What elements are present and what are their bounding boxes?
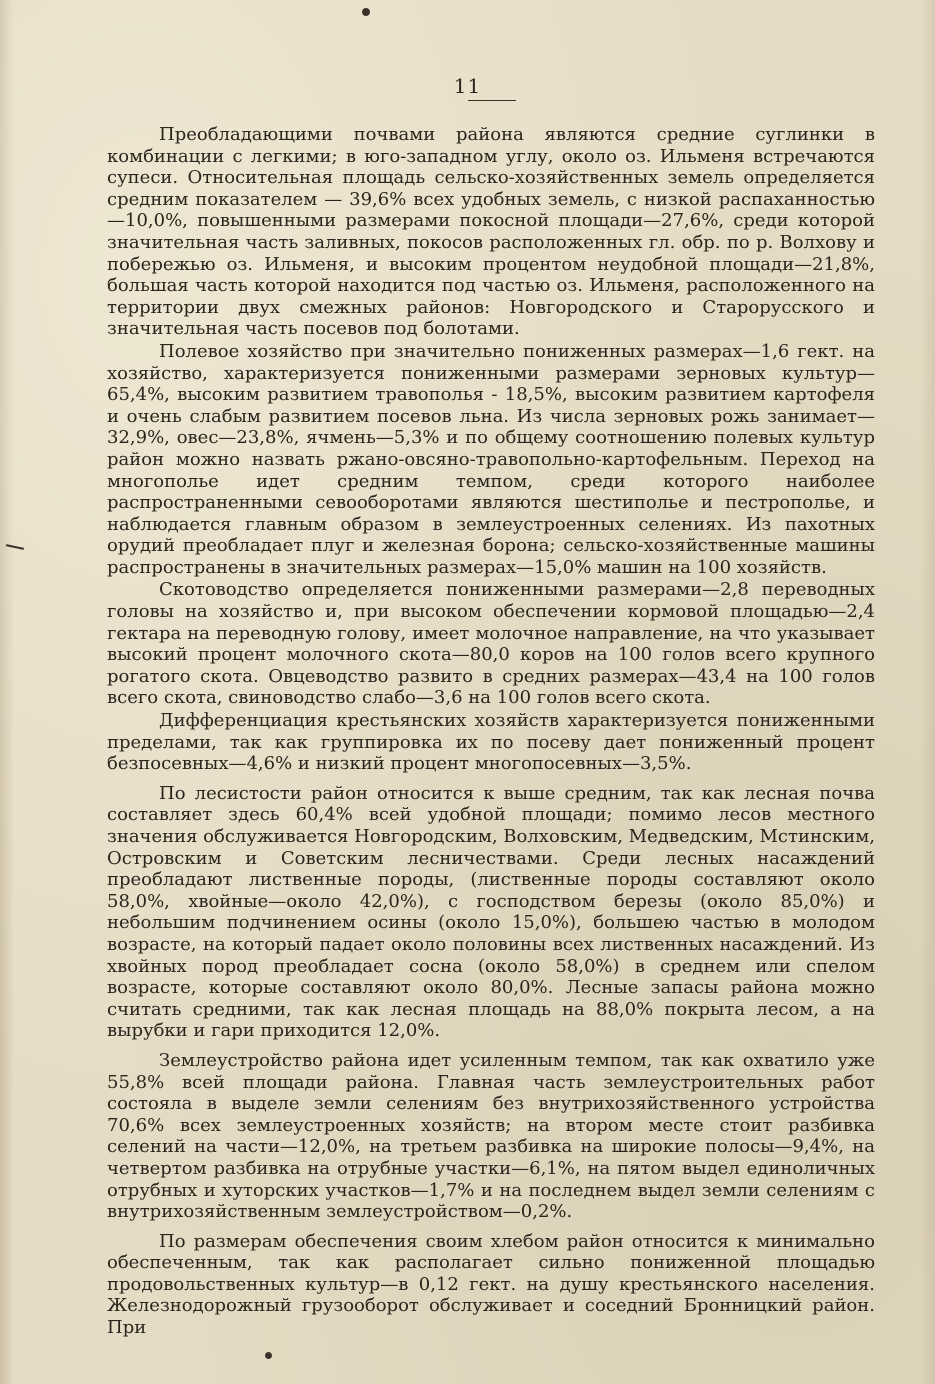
ink-spot [265, 1352, 272, 1359]
page-number-underline [468, 100, 516, 101]
page-number: 11 [453, 74, 482, 98]
paragraph-field-farming: Полевое хозяйство при значительно пониженных размерах—1,6 гект. на хозяйство, характеризуется пониженными размерами зерновых культур—65,4%, высоким развитием травополья - 18,5%, высоким развитием картофеля и очень слабым развитием посевов льна. Из числа зерновых рожь занимает—32,9%, овес—23,8%, ячмень—5,3% и по общему соотношению полевых культур район можно назвать ржано-овсяно-травопольно-картофельным. Переход на многополье идет средним темпом, среди которого наиболее распространенными севооборотами являются шестиполье и пестрополье, и наблюдается главным образом в землеустроенных селениях. Из пахотных орудий преобладает плуг и железная борона; сельско-хозяйственные машины распространены в значительных размерах—15,0% машин на 100 хозяйств. [107, 340, 875, 578]
paragraph-land-management: Землеустройство района идет усиленным темпом, так как охватило уже 55,8% всей площади района. Главная часть землеустроительных работ состояла в выделе земли селениям без внутрихозяйственного устройства 70,6% всех землеустроенных хозяйств; на втором месте стоит разбивка селений на части—12,0%, на третьем разбивка на широкие полосы—9,4%, на четвертом разбивка на отрубные участки—6,1%, на пятом выдел единоличных отрубных и хуторских участков—1,7% и на последнем выдел земли селениям с внутрихозяйственным землеустройством—0,2%. [107, 1049, 875, 1223]
ink-spot [362, 8, 370, 16]
paragraph-livestock: Скотоводство определяется пониженными размерами—2,8 переводных головы на хозяйство и, при высоком обеспечении кормовой площадью—2,4 гектара на переводную голову, имеет молочное направление, на что указывает высокий процент молочного скота—80,0 коров на 100 голов всего крупного рогатого скота. Овцеводство развито в средних размерах—43,4 на 100 голов всего скота, свиноводство слабо—3,6 на 100 голов всего скота. [107, 579, 875, 709]
paragraph-differentiation: Дифференциация крестьянских хозяйств характеризуется пониженными пределами, так как группировка их по посеву дает пониженный процент безпосевных—4,6% и низкий процент многопосевных—3,5%. [107, 710, 875, 775]
body-text [107, 124, 875, 1339]
paragraph-soils: Преобладающими почвами района являются средние суглинки в комбинации с легкими; в юго-западном углу, около оз. Ильменя встречаются супеси. Относительная площадь сельско-хозяйственных земель определяется средним показателем — 39,6% всех удобных земель, с низкой распаханностью—10,0%, повышенными размерами покосной площади—27,6%, среди которой значительная часть заливных, покосов расположенных гл. обр. по р. Волхову и побережью оз. Ильменя, и высоким процентом неудобной площади—21,8%, большая часть которой находится под частью оз. Ильменя, расположенного на территории двух смежных районов: Новгородского и Старорусского и значительная часть посевов под болотами. [107, 124, 875, 340]
paragraph-grain-supply: По размерам обеспечения своим хлебом район относится к минимально обеспеченным, так как располагает сильно пониженной площадью продовольственных культур—в 0,12 гект. на душу крестьянского населения. Железнодорожный грузооборот обслуживает и соседний Бронницкий район. При [107, 1230, 875, 1339]
paragraph-forests: По лесистости район относится к выше средним, так как лесная почва составляет здесь 60,4% всей удобной площади; помимо лесов местного значения обслуживается Новгородским, Волховским, Медведским, Мстинским, Островским и Советским лесничествами. Среди лесных насаждений преобладают лиственные породы, (лиственные породы составляют около 58,0%, хвойные—около 42,0%), с господством березы (около 85,0%) и небольшим подчинением осины (около 15,0%), большею частью в молодом возрасте, на который падает около половины всех лиственных насаждений. Из хвойных пород преобладает сосна (около 58,0%) в среднем или спелом возрасте, которые составляют около 80,0%. Лесные запасы района можно считать средними, так как лесная площадь на 88,0% покрыта лесом, а на вырубки и гари приходится 12,0%. [107, 782, 876, 1042]
margin-mark [6, 544, 24, 550]
